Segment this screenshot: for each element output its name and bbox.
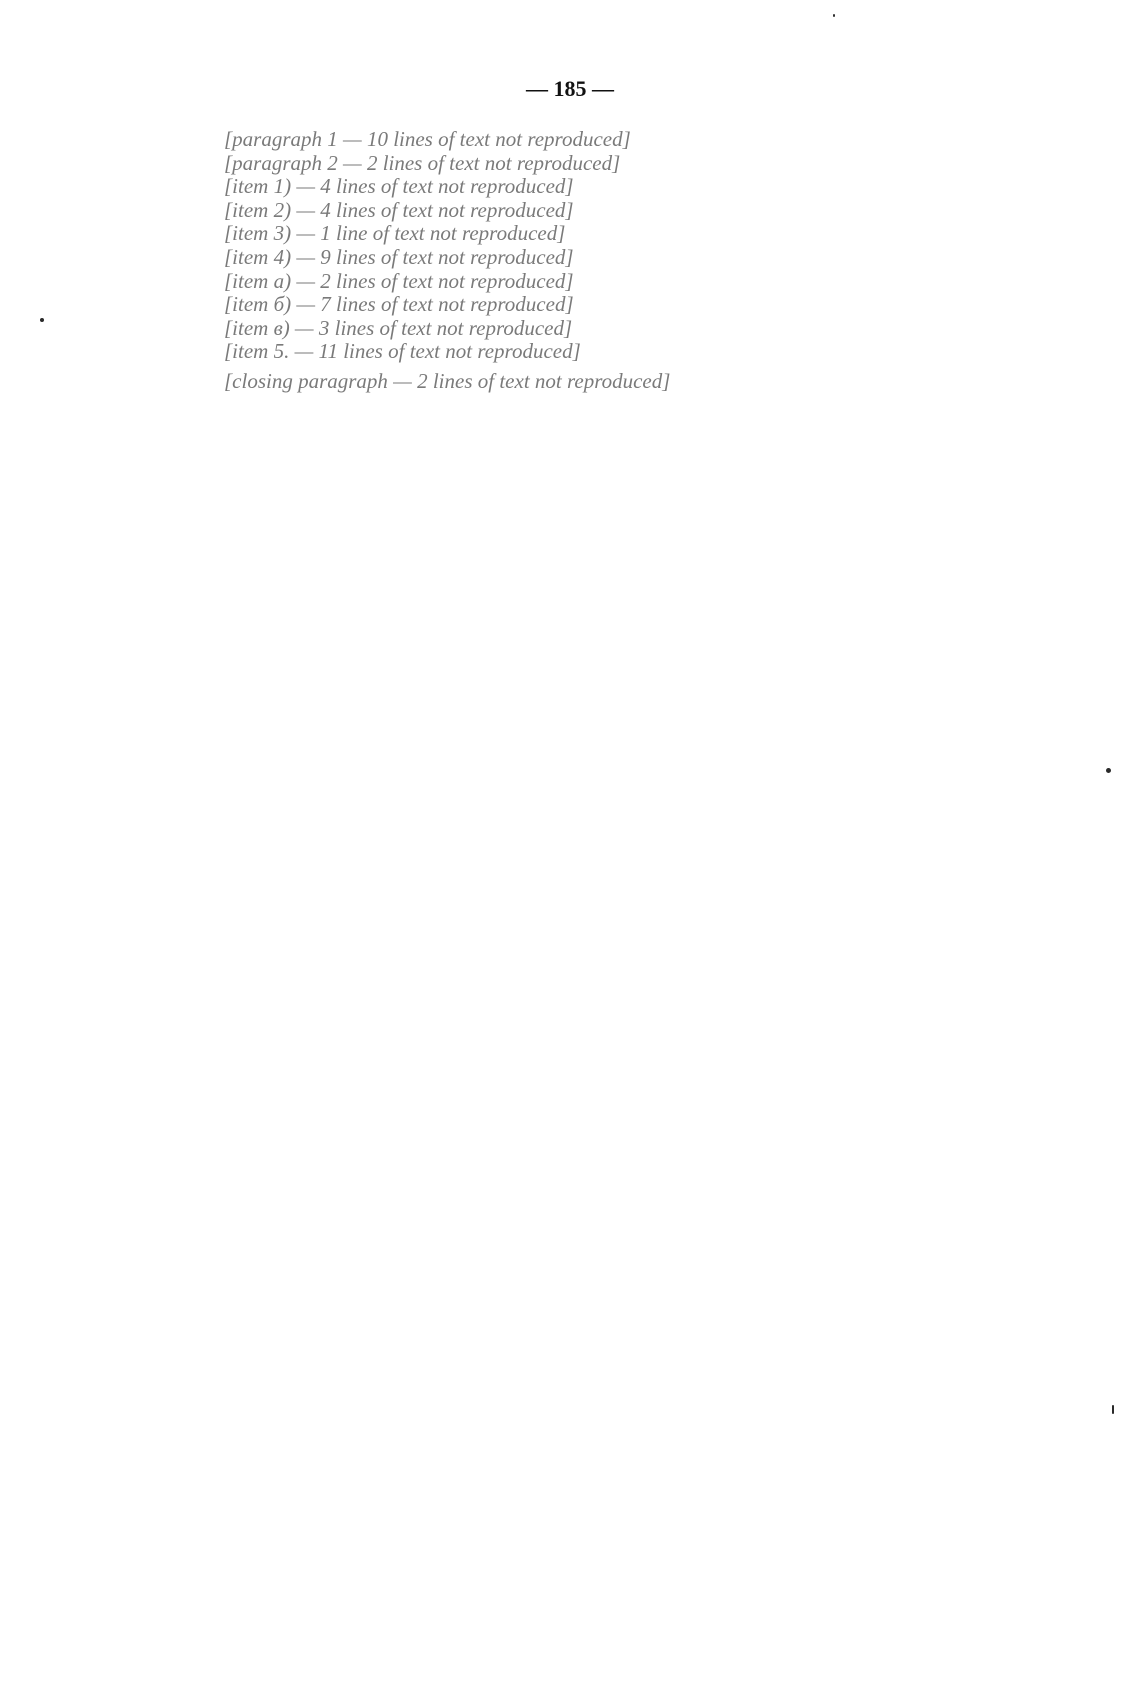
paragraph-placeholder: [paragraph 1 — 10 lines of text not reproduced] <box>224 127 631 151</box>
paragraph-placeholder: [item 2) — 4 lines of text not reproduced] <box>224 197 574 222</box>
paragraph-placeholder: [item 1) — 4 lines of text not reproduced] <box>224 174 574 199</box>
paragraph-placeholder: [item 5. — 11 lines of text not reproduced] <box>224 339 581 364</box>
paragraph-item-v <box>168 317 980 341</box>
paragraph-placeholder: [item б) — 7 lines of text not reproduced] <box>224 292 574 317</box>
paragraph-placeholder: [closing paragraph — 2 lines of text not reproduced] <box>224 368 671 393</box>
scan-speck <box>1112 1405 1114 1414</box>
paragraph-placeholder: [paragraph 2 — 2 lines of text not reproduced] <box>224 150 621 175</box>
paragraph-placeholder: [item 4) — 9 lines of text not reproduced] <box>224 244 574 269</box>
paragraph-closing <box>168 370 980 394</box>
scan-speck <box>40 318 44 322</box>
paragraph-2 <box>168 152 980 176</box>
paragraph-1 <box>168 128 980 152</box>
scan-speck <box>1106 768 1111 773</box>
body-text <box>168 128 980 394</box>
paragraph-item-b <box>168 293 980 317</box>
paragraph-item-5 <box>168 340 980 364</box>
paragraph-item-3 <box>168 222 980 246</box>
paragraph-placeholder: [item а) — 2 lines of text not reproduced] <box>224 268 574 293</box>
paragraph-item-4 <box>168 246 980 270</box>
paragraph-placeholder: [item в) — 3 lines of text not reproduced] <box>224 315 573 340</box>
paragraph-item-1 <box>168 175 980 199</box>
paragraph-placeholder: [item 3) — 1 line of text not reproduced] <box>224 221 566 246</box>
scan-speck <box>833 14 835 17</box>
page-number: — 185 — <box>526 76 614 101</box>
paragraph-item-a <box>168 270 980 294</box>
paragraph-item-2 <box>168 199 980 223</box>
